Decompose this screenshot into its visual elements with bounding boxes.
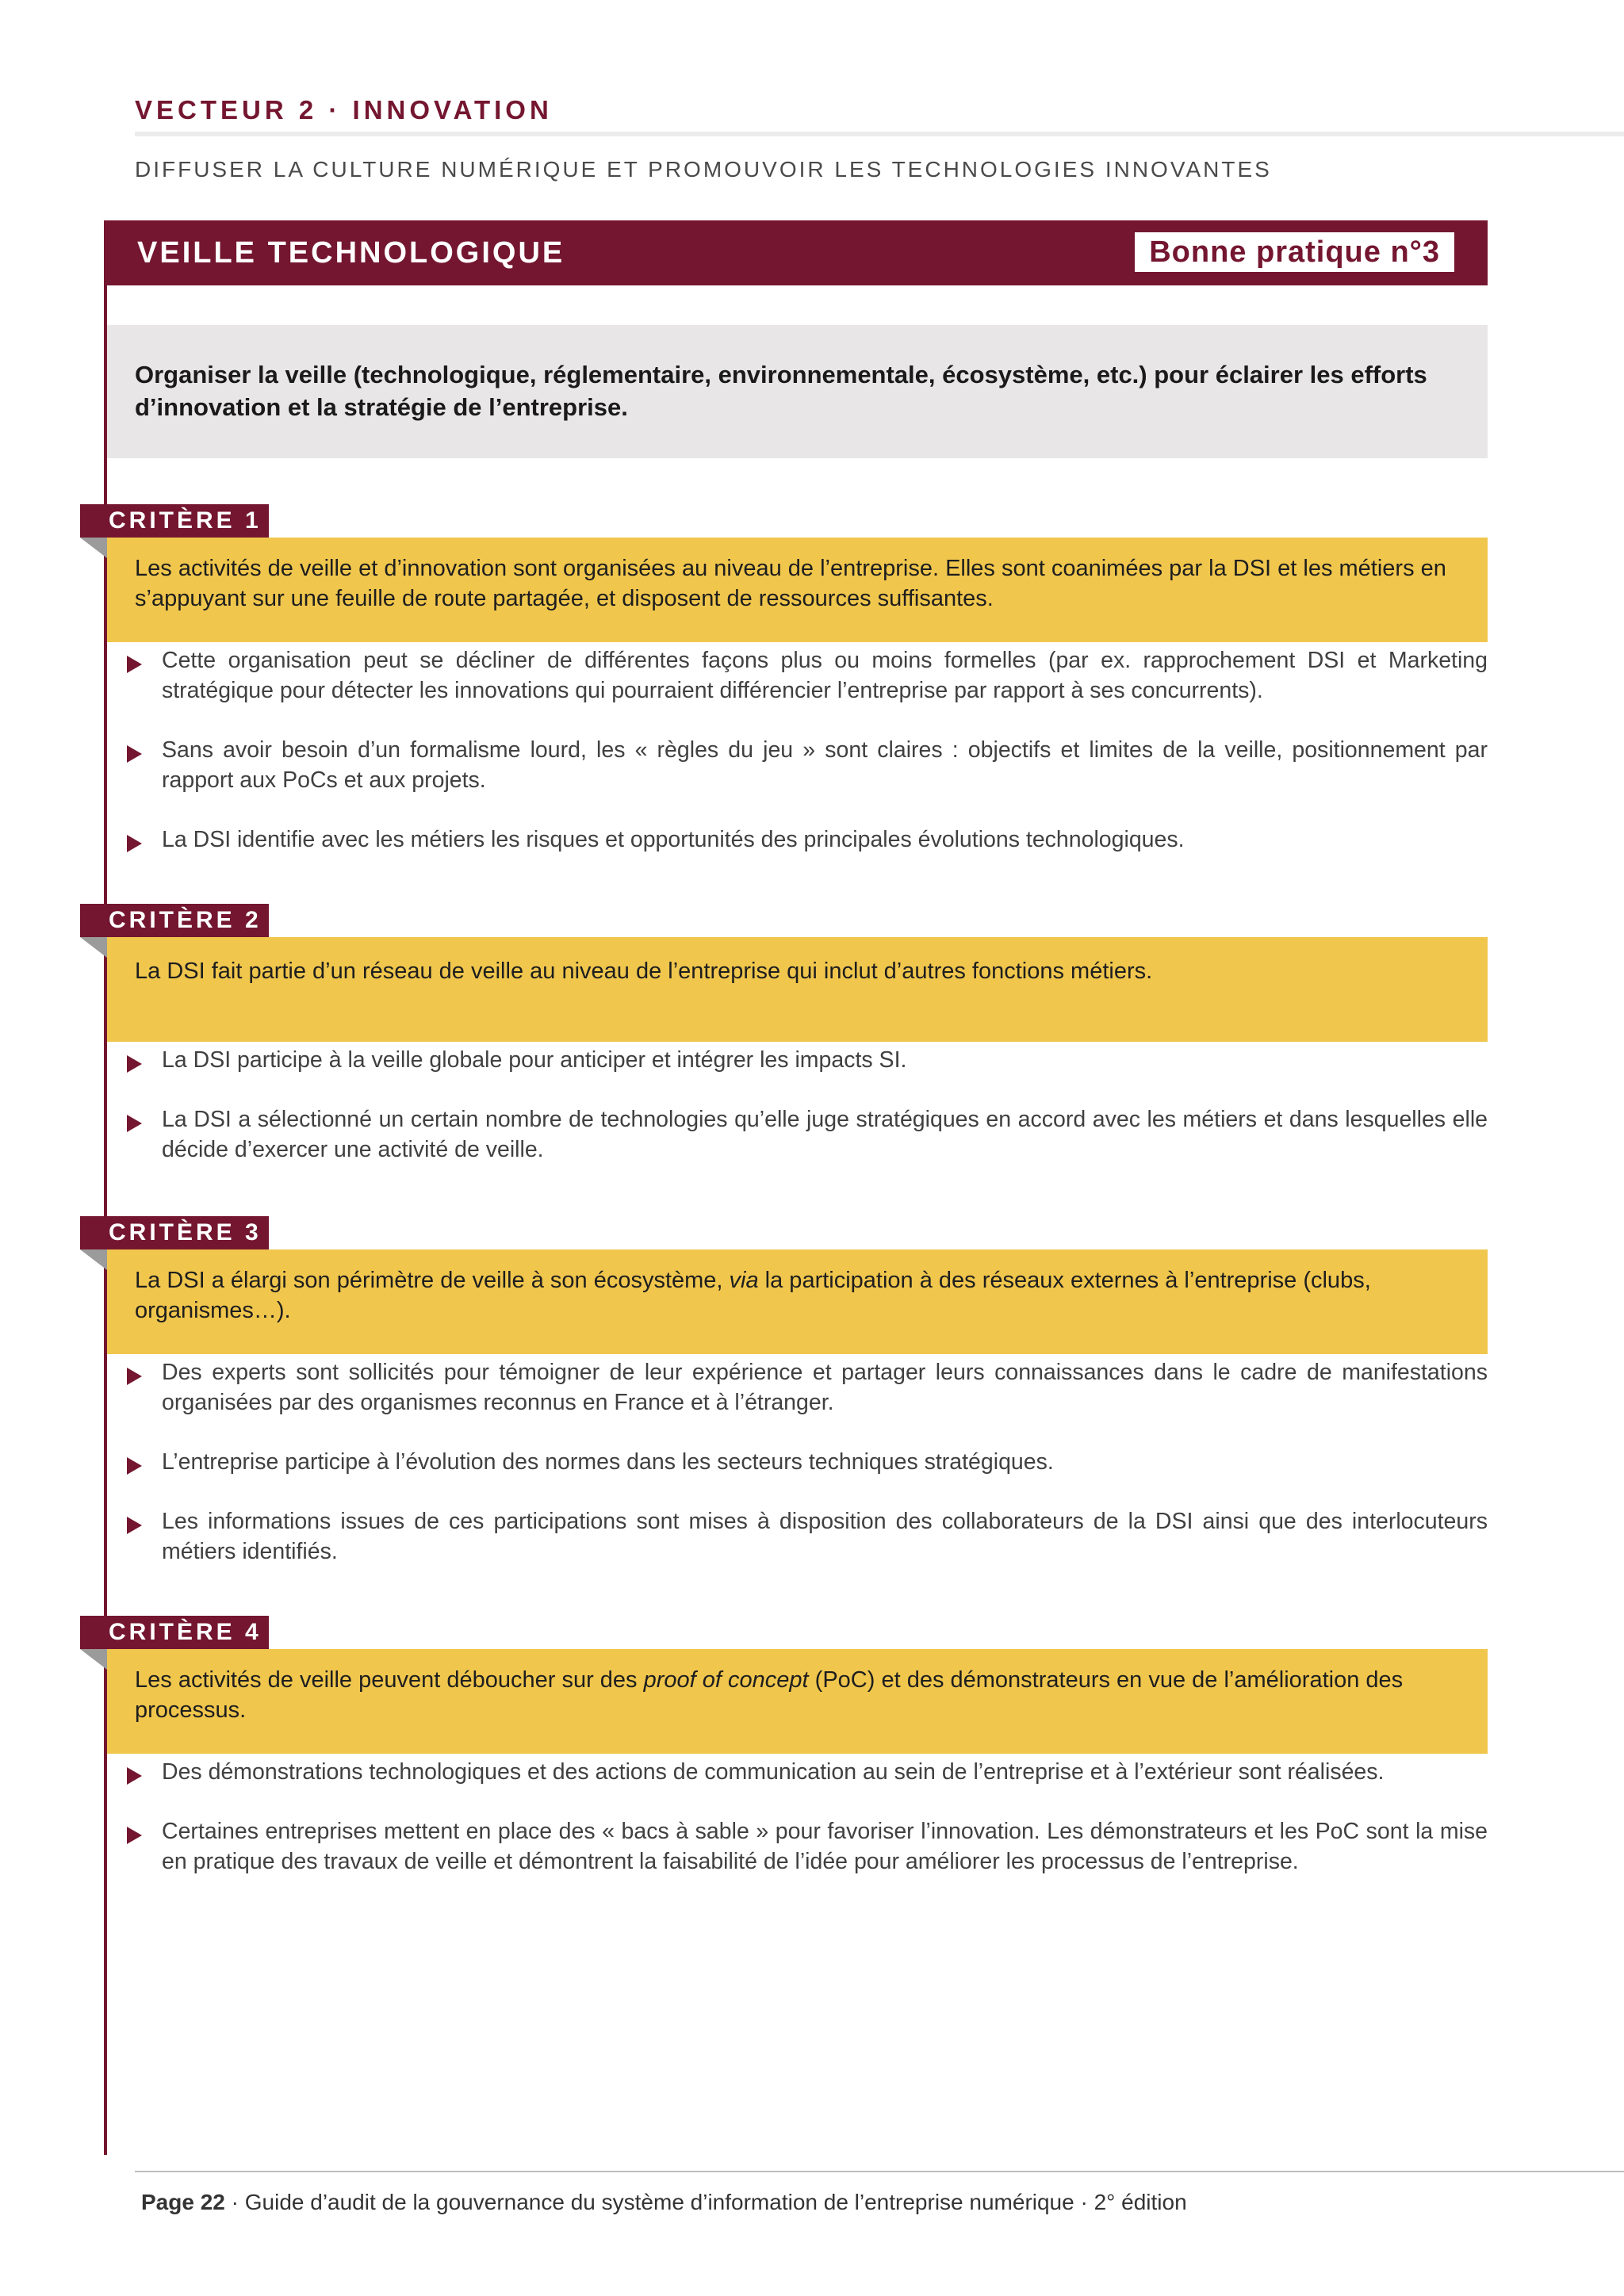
criterion-statement: Les activités de veille et d’innovation sont organisées au niveau de l’entreprise. Elles sont coanimées par la DSI et les métiers en s’appuyant sur une feuille de route partagée, et disposent de ressources suffisantes. bbox=[135, 556, 1446, 611]
list-item bbox=[127, 1357, 1488, 1418]
statement-emphasis: proof of concept bbox=[643, 1667, 809, 1693]
footer-title: Guide d’audit de la gouvernance du système d’information de l’entreprise numérique · 2° édition bbox=[244, 2190, 1187, 2214]
section-title: VEILLE TECHNOLOGIQUE bbox=[137, 236, 565, 270]
list-item bbox=[127, 645, 1488, 706]
page-number: Page 22 bbox=[141, 2190, 225, 2214]
triangle-right-icon bbox=[127, 1055, 142, 1073]
list-item-text: Les informations issues de ces participations sont mises à disposition des collaborateurs de la DSI ainsi que des interlocuteurs métiers identifiés. bbox=[162, 1509, 1488, 1564]
criterion-label: CRITÈRE 1 bbox=[80, 504, 269, 538]
criterion-statement-box bbox=[107, 937, 1488, 1042]
list-item-text: Des démonstrations technologiques et des actions de communication au sein de l’entreprise et à l’extérieur sont réalisées. bbox=[162, 1759, 1385, 1785]
triangle-right-icon bbox=[127, 656, 142, 673]
statement-part: La DSI a élargi son périmètre de veille à son écosystème, bbox=[135, 1268, 730, 1293]
practice-badge: Bonne pratique n°3 bbox=[1135, 232, 1454, 272]
criterion-statement: La DSI fait partie d’un réseau de veille au niveau de l’entreprise qui inclut d’autres fonctions métiers. bbox=[135, 959, 1153, 984]
section-header-bar bbox=[104, 220, 1488, 285]
list-item-text: L’entreprise participe à l’évolution des normes dans les secteurs techniques stratégiques. bbox=[162, 1449, 1054, 1475]
statement-part: (PoC) et des démonstrateurs en vue de l’amélioration des processus. bbox=[135, 1667, 1404, 1723]
statement-part: Les activités de veille peuvent déboucher sur des bbox=[135, 1667, 644, 1693]
triangle-right-icon bbox=[127, 835, 142, 852]
list-item-text: Cette organisation peut se décliner de différentes façons plus ou moins formelles (par ex. rapprochement DSI et Marketing stratégique pour détecter les innovations qui pourraient différencier l’entreprise par rapport à ses concurrents). bbox=[162, 648, 1488, 703]
triangle-right-icon bbox=[127, 1827, 142, 1844]
list-item-text: La DSI identifie avec les métiers les risques et opportunités des principales évolutions technologiques. bbox=[162, 827, 1185, 852]
statement-emphasis: via bbox=[729, 1268, 759, 1293]
page-footer bbox=[141, 2190, 1187, 2215]
list-item bbox=[127, 1045, 1488, 1075]
list-item-text: La DSI a sélectionné un certain nombre de technologies qu’elle juge stratégiques en accord avec les métiers et dans lesquelles elle décide d’exercer une activité de veille. bbox=[162, 1107, 1488, 1162]
criterion-label: CRITÈRE 4 bbox=[80, 1616, 269, 1649]
triangle-right-icon bbox=[127, 1115, 142, 1132]
criterion-2-bullets bbox=[127, 1045, 1488, 1194]
criterion-fold-shape bbox=[80, 1649, 107, 1670]
criterion-label: CRITÈRE 3 bbox=[80, 1216, 269, 1249]
intro-text: Organiser la veille (technologique, réglementaire, environnementale, écosystème, etc.) pour éclairer les efforts d’innovation et la stratégie de l’entreprise. bbox=[135, 361, 1427, 421]
list-item bbox=[127, 1816, 1488, 1877]
intro-box bbox=[107, 325, 1488, 458]
list-item-text: Certaines entreprises mettent en place des « bacs à sable » pour favoriser l’innovation. Les démonstrateurs et les PoC sont la mise en pratique des travaux de veille et démontrent la faisabilité de l’idée pour améliorer les processus de l’entreprise. bbox=[162, 1819, 1488, 1874]
criterion-fold-shape bbox=[80, 1249, 107, 1270]
criterion-1-bullets bbox=[127, 645, 1488, 884]
vector-title: VECTEUR 2 · INNOVATION bbox=[135, 95, 553, 124]
footer-separator: · bbox=[224, 2190, 245, 2214]
page-subtitle: DIFFUSER LA CULTURE NUMÉRIQUE ET PROMOUVOIR LES TECHNOLOGIES INNOVANTES bbox=[135, 157, 1272, 182]
statement-part: la participation à des réseaux externes à l’entreprise (clubs, organismes…). bbox=[135, 1268, 1371, 1323]
triangle-right-icon bbox=[127, 1457, 142, 1475]
list-item bbox=[127, 1506, 1488, 1567]
criterion-statement bbox=[135, 1665, 1461, 1725]
list-item bbox=[127, 825, 1488, 855]
list-item bbox=[127, 1104, 1488, 1165]
criterion-3-bullets bbox=[127, 1357, 1488, 1596]
footer-divider bbox=[135, 2171, 1624, 2172]
criterion-fold-shape bbox=[80, 937, 107, 958]
list-item bbox=[127, 735, 1488, 795]
criterion-statement-box bbox=[107, 1249, 1488, 1354]
triangle-right-icon bbox=[127, 745, 142, 763]
criterion-statement bbox=[135, 1265, 1461, 1326]
criterion-label: CRITÈRE 2 bbox=[80, 904, 269, 937]
triangle-right-icon bbox=[127, 1517, 142, 1534]
list-item-text: Sans avoir besoin d’un formalisme lourd, les « règles du jeu » sont claires : objectifs et limites de la veille, positionnement par rapport aux PoCs et aux projets. bbox=[162, 737, 1488, 793]
list-item bbox=[127, 1447, 1488, 1477]
triangle-right-icon bbox=[127, 1368, 142, 1385]
criterion-statement-box bbox=[107, 538, 1488, 642]
list-item-text: Des experts sont sollicités pour témoigner de leur expérience et partager leurs connaissances dans le cadre de manifestations organisées par des organismes reconnus en France et à l’étranger. bbox=[162, 1360, 1488, 1415]
top-divider bbox=[135, 132, 1624, 136]
list-item-text: La DSI participe à la veille globale pour anticiper et intégrer les impacts SI. bbox=[162, 1047, 907, 1073]
list-item bbox=[127, 1757, 1488, 1787]
criterion-fold-shape bbox=[80, 538, 107, 558]
triangle-right-icon bbox=[127, 1767, 142, 1785]
criterion-statement-box bbox=[107, 1649, 1488, 1754]
criterion-4-bullets bbox=[127, 1757, 1488, 1906]
